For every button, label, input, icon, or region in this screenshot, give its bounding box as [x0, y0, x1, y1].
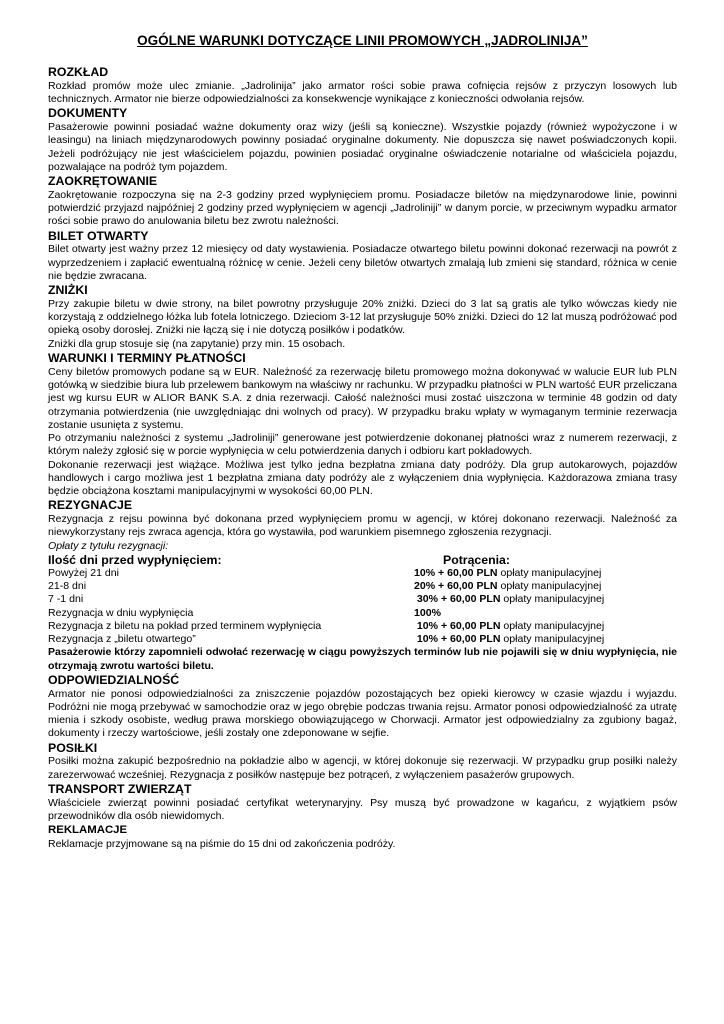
heading-odpowiedzialnosc: ODPOWIEDZIALNOŚĆ [48, 672, 180, 687]
fees-period: 21-8 dni [48, 580, 87, 593]
heading-rezygnacje: REZYGNACJE [48, 498, 133, 513]
section-rozklad [48, 65, 677, 106]
fees-deduction [414, 620, 604, 633]
heading-dokumenty: DOKUMENTY [48, 106, 128, 121]
fees-period: Powyżej 21 dni [48, 566, 119, 579]
fees-col-days: Ilość dni przed wypłynięciem: [48, 552, 222, 567]
fees-deduction [414, 633, 604, 646]
fees-period: Rezygnacja z biletu na pokład przed terminem wypłynięcia [48, 619, 322, 632]
section-dokumenty [48, 106, 677, 174]
fees-amount: 100% [414, 606, 441, 619]
section-zaokretowanie [48, 174, 677, 229]
fees-table-row [48, 593, 677, 606]
section-transport [48, 782, 677, 823]
fees-table-row [48, 620, 677, 633]
fees-table-row [48, 567, 677, 580]
posilki-text: Posiłki można zakupić bezpośrednio na pokładzie albo w agencji, w której dokonuje się rezerwacji. W przypadku grup posiłki należy zarezerwować wcześniej. Rezygnacja z posiłków następuje bez potrąceń, z wyłączeniem pasażerów grupowych. [48, 755, 677, 781]
heading-posilki: POSIŁKI [48, 740, 98, 755]
section-bilet-otwarty [48, 229, 677, 284]
reklamacje-text: Reklamacje przyjmowane są na piśmie do 15 dni od zakończenia podróży. [48, 838, 396, 851]
section-reklamacje [48, 823, 677, 851]
document-title: OGÓLNE WARUNKI DOTYCZĄCE LINII PROMOWYCH „JADROLINIJA” [137, 33, 588, 48]
fees-amount: 30% + 60,00 PLN [414, 593, 501, 606]
platnosci-text-2: Po otrzymaniu należności z systemu „Jadroliniji” generowane jest potwierdzenie dokonanej płatności wraz z numerem rezerwacji, z którym należy zgłosić się w porcie wypłynięcia w celu potwierdzenia danych i odbioru kart pokładowych. [48, 432, 677, 458]
fees-deduction [414, 593, 604, 606]
fees-deduction [414, 580, 601, 593]
fees-deduction [414, 567, 601, 580]
znizki-text: Przy zakupie biletu w dwie strony, na bilet powrotny przysługuje 20% zniżki. Dzieci do 3 lat są gratis ale tylko wówczas kiedy nie korzystają z oddzielnego łóżka lub fotela lotniczego. Dzieciom 3-12 lat przysługuje 50% zniżki. Dzieci do 12 lat muszą podróżować pod opieką osoby dorosłej. Zniżki nie łączą się i nie dotyczą posiłków i podatków. [48, 297, 677, 337]
fees-amount: 20% + 60,00 PLN [414, 580, 498, 593]
fees-amount: 10% + 60,00 PLN [414, 633, 501, 646]
fees-table-row [48, 633, 677, 646]
fees-table-header [48, 553, 677, 567]
heading-zaokretowanie: ZAOKRĘTOWANIE [48, 174, 158, 189]
fees-suffix: opłaty manipulacyjnej [500, 593, 605, 606]
fees-table-row [48, 607, 677, 620]
heading-reklamacje: REKLAMACJE [48, 824, 128, 837]
fees-period: 7 -1 dni [48, 593, 84, 606]
section-znizki [48, 283, 677, 351]
document-page [48, 33, 677, 851]
rezygnacje-text: Rezygnacja z rejsu powinna być dokonana przed wypłynięciem promu w agencji, w której dokonano rezerwacji. Należność za niewykorzystany rejs zwraca agencja, która go wystawiła, pod warunkiem pisemnego zgłoszenia rezygnacji. [48, 513, 677, 539]
heading-znizki: ZNIŻKI [48, 283, 88, 298]
fees-amount: 10% + 60,00 PLN [414, 619, 501, 632]
fees-amount: 10% + 60,00 PLN [414, 566, 498, 579]
dokumenty-text: Pasażerowie powinni posiadać ważne dokumenty oraz wizy (jeśli są konieczne). Wszystkie pojazdy (również wypożyczone i w leasingu) na liniach międzynarodowych powinny posiadać oryginalne dokumenty. Nie dopuszcza się nawet poświadczonych kopii. Jeżeli podróżujący nie jest właścicielem pojazdu, powinien posiadać oryginalne oświadczenie notarialne od właściciela pojazdu, pozwalające na podróż tym pojazdem. [48, 121, 677, 173]
fees-deduction [414, 607, 441, 620]
bilet-otwarty-text: Bilet otwarty jest ważny przez 12 miesięcy od daty wystawienia. Posiadacze otwartego biletu powinni dokonać rezerwacji na powrót z wyprzedzeniem i zapłacić ewentualną różnicę w cenie. Jeżeli ceny biletów otwartych zmalają lub zmieni się standard, różnica w cenie nie będzie zwracana. [48, 243, 677, 282]
platnosci-text-1: Ceny biletów promowych podane są w EUR. Należność za rezerwację biletu promowego można dokonywać w walucie EUR lub PLN gotówką w siedzibie biura lub przelewem bankowym na właściwy nr rachunku. W przypadku płatności w PLN wartość EUR przeliczana jest wg kursu EUR w ALIOR BANK S.A. z dnia rezerwacji. Całość należności musi zostać uiszczona w terminie 48 godzin od daty otrzymania potwierdzenia (nie uwzględniając dni wolnych od pracy). W przypadku braku wpłaty w wymaganym terminie rezerwacja zostanie usunięta z systemu. [48, 365, 677, 431]
fees-table [48, 567, 677, 647]
heading-platnosci: WARUNKI I TERMINY PŁATNOŚCI [48, 350, 246, 365]
fees-period: Rezygnacja w dniu wypłynięcia [48, 606, 194, 619]
section-odpowiedzialnosc [48, 673, 677, 741]
znizki-group-text: Zniżki dla grup stosuje się (na zapytanie) przy min. 15 osobach. [48, 337, 346, 350]
fees-suffix: opłaty manipulacyjnej [500, 619, 605, 632]
rezygnacje-notice: Pasażerowie którzy zapomnieli odwołać rezerwację w ciągu powyższych terminów lub nie pojawili się w dniu wypłynięcia, nie otrzymają zwrotu wartości biletu. [48, 646, 677, 672]
fees-col-fee: Potrącenia: [443, 552, 510, 567]
section-posilki [48, 741, 677, 782]
section-rezygnacje [48, 498, 677, 673]
fees-table-row [48, 580, 677, 593]
fees-suffix: opłaty manipulacyjnej [500, 633, 605, 646]
heading-rozklad: ROZKŁAD [48, 65, 109, 79]
heading-bilet-otwarty: BILET OTWARTY [48, 228, 149, 243]
rozklad-text: Rozkład promów może ulec zmianie. „Jadrolinija” jako armator rości sobie prawa cofnięcia rejsów z przyczyn losowych lub technicznych. Armator nie bierze odpowiedzialności za konsekwencje wynikające z konieczności odwołania rejsów. [48, 79, 677, 106]
fees-suffix: opłaty manipulacyjnej [497, 566, 602, 579]
fees-period: Rezygnacja z „biletu otwartego” [48, 633, 196, 646]
section-platnosci [48, 351, 677, 498]
transport-text: Właściciele zwierząt powinni posiadać certyfikat weterynaryjny. Psy muszą być prowadzone w kagańcu, z wyjątkiem psów przewodników dla osób niewidomych. [48, 796, 677, 822]
platnosci-text-3: Dokonanie rezerwacji jest wiążące. Możliwa jest tylko jedna bezpłatna zmiana daty podróży. Dla grup autokarowych, pojazdów handlowych i cargo możliwa jest 1 bezpłatna zmiana daty podróży ale z wyłączeniem dnia wypłynięcia. Każdorazowa zmiana trasy będzie obciążona kosztami manipulacyjnymi w wysokości 60,00 PLN. [48, 458, 677, 498]
zaokretowanie-text: Zaokrętowanie rozpoczyna się na 2-3 godziny przed wypłynięciem promu. Posiadacze biletów na międzynarodowe linie, powinni potwierdzić przyjazd najpóźniej 2 godziny przed wypłynięciem w agencji „Jadroliniji” w danym porcie, w przeciwnym wypadku armator rości sobie prawo do anulowania biletu bez zwrotu należności. [48, 188, 677, 228]
fees-suffix: opłaty manipulacyjnej [497, 580, 602, 593]
fees-label: Opłaty z tytułu rezygnacji: [48, 539, 169, 552]
heading-transport: TRANSPORT ZWIERZĄT [48, 781, 192, 796]
odpowiedzialnosc-text: Armator nie ponosi odpowiedzialności za zniszczenie pojazdów pozostających bez opieki kierowcy w czasie wjazdu i wyjazdu. Podróżni nie mogą przebywać w samochodzie oraz w jego obrębie podczas trwania rejsu. Armator ponosi odpowiedzialność za utratę mienia i szkody osobiste, według prawa morskiego obowiązującego w Chorwacji. Armator jest odpowiedzialny za zgubiony bagaż, dokumenty i rzeczy wartościowe, jeśli zostały one zdeponowane w sejfie. [48, 687, 677, 740]
